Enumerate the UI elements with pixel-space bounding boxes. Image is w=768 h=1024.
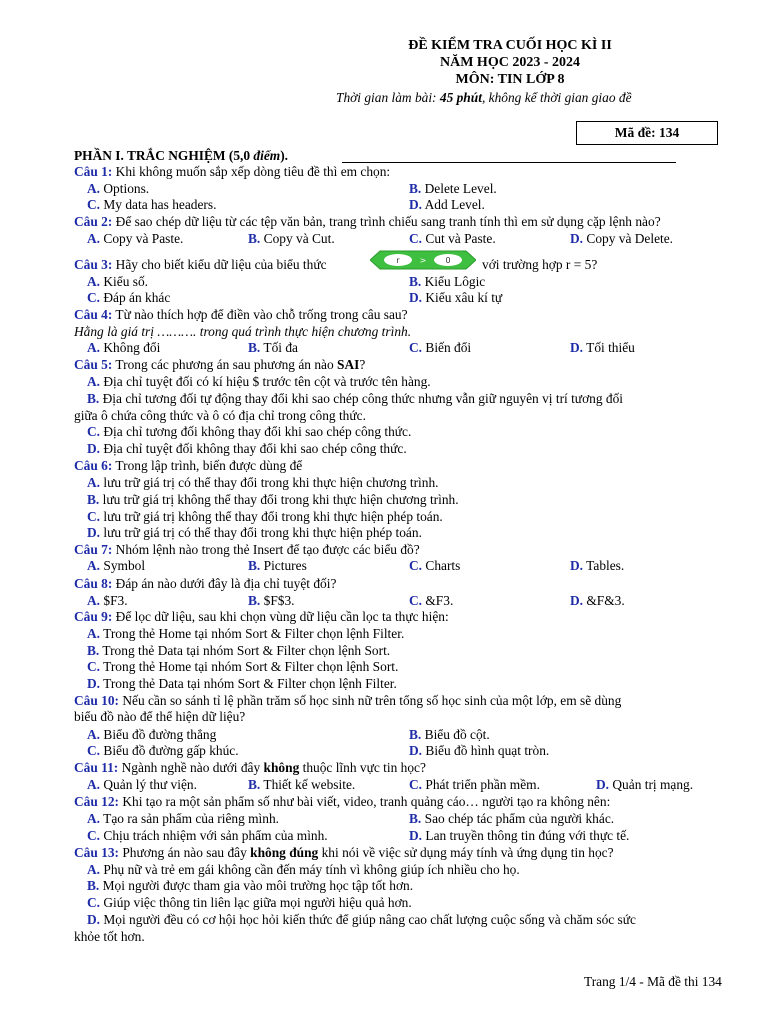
section-title bbox=[74, 148, 288, 164]
option-label: A. bbox=[87, 181, 101, 196]
question-number: Câu 3: bbox=[74, 257, 113, 272]
question-1 bbox=[74, 164, 390, 180]
question-number: Câu 7: bbox=[74, 542, 113, 557]
q5-option-b bbox=[87, 391, 623, 407]
question-12 bbox=[74, 794, 610, 810]
option-label: D. bbox=[596, 777, 610, 792]
option-text: lưu trữ giá trị có thể thay đổi trong khi thực hiện chương trình. bbox=[103, 475, 439, 490]
option-label: B. bbox=[248, 231, 261, 246]
q10-option-d bbox=[409, 743, 549, 759]
question-text: Khi không muốn sắp xếp dòng tiêu đề thì em chọn: bbox=[112, 164, 391, 179]
option-text: Không đổi bbox=[103, 340, 161, 355]
option-text: Trong thẻ Data tại nhóm Sort & Filter chọn lệnh Filter. bbox=[103, 676, 397, 691]
q7-option-c bbox=[409, 558, 460, 574]
question-text: Để sao chép dữ liệu từ các tệp văn bản, trang trình chiếu sang tranh tính thì em sử dụng cặp lệnh nào? bbox=[112, 214, 661, 229]
q1-option-c bbox=[87, 197, 216, 213]
q4-option-c bbox=[409, 340, 471, 356]
option-label: A. bbox=[87, 231, 101, 246]
option-label: C. bbox=[87, 659, 101, 674]
question-number: Câu 8: bbox=[74, 576, 113, 591]
q8-option-d bbox=[570, 593, 625, 609]
option-text: Đáp án khác bbox=[103, 290, 171, 305]
question-text: Nhóm lệnh nào trong thẻ Insert để tạo được các biểu đồ? bbox=[112, 542, 420, 557]
option-text: Tối đa bbox=[263, 340, 298, 355]
option-text: Mọi người được tham gia vào môi trường học tập tốt hơn. bbox=[102, 878, 414, 893]
question-number: Câu 11: bbox=[74, 760, 119, 775]
question-10-cont: biểu đồ nào để thể hiện dữ liệu? bbox=[74, 709, 246, 724]
q13-option-d-cont: khỏe tốt hơn. bbox=[74, 929, 145, 944]
time-value: 45 phút bbox=[439, 90, 482, 105]
option-label: B. bbox=[409, 727, 422, 742]
question-number: Câu 10: bbox=[74, 693, 120, 708]
option-label: B. bbox=[409, 274, 422, 289]
option-label: B. bbox=[87, 878, 100, 893]
section-title-main: PHẦN I. TRẮC NGHIỆM (5,0 bbox=[74, 148, 254, 163]
option-label: A. bbox=[87, 727, 101, 742]
question-3-cont: với trường hợp r = 5? bbox=[482, 257, 598, 272]
question-text: Trong lập trình, biến được dùng để bbox=[112, 458, 303, 473]
question-number: Câu 9: bbox=[74, 609, 113, 624]
option-text: Địa chỉ tương đối tự động thay đổi khi sao chép công thức nhưng vẫn giữ nguyên vị trí tương đối bbox=[102, 391, 623, 406]
option-label: A. bbox=[87, 340, 101, 355]
q13-option-b bbox=[87, 878, 413, 894]
option-label: A. bbox=[87, 811, 101, 826]
option-label: B. bbox=[248, 558, 261, 573]
option-text: Charts bbox=[425, 558, 461, 573]
option-label: A. bbox=[87, 593, 101, 608]
q9-option-d bbox=[87, 676, 397, 692]
question-text-end: khi nói về việc sử dụng máy tính và ứng dụng tin học? bbox=[318, 845, 614, 860]
q9-option-b bbox=[87, 643, 390, 659]
option-label: C. bbox=[87, 895, 101, 910]
q4-option-b bbox=[248, 340, 298, 356]
operand-left: r bbox=[396, 256, 400, 265]
option-label: A. bbox=[87, 558, 101, 573]
q10-option-b bbox=[409, 727, 490, 743]
option-text: Symbol bbox=[103, 558, 146, 573]
option-text: Quản lý thư viện. bbox=[103, 777, 197, 792]
question-number: Câu 6: bbox=[74, 458, 113, 473]
question-5 bbox=[74, 357, 365, 373]
q5-option-c bbox=[87, 424, 411, 440]
option-label: A. bbox=[87, 274, 101, 289]
option-label: C. bbox=[409, 558, 423, 573]
option-text: Cut và Paste. bbox=[425, 231, 496, 246]
option-label: A. bbox=[87, 475, 101, 490]
q3-option-b bbox=[409, 274, 485, 290]
option-text: Tạo ra sản phẩm của riêng mình. bbox=[103, 811, 280, 826]
option-label: C. bbox=[87, 424, 101, 439]
option-label: C. bbox=[87, 828, 101, 843]
time-line bbox=[336, 90, 632, 106]
option-text: Options. bbox=[103, 181, 150, 196]
q6-option-c bbox=[87, 509, 443, 525]
q13-option-a bbox=[87, 862, 520, 878]
question-text: Khi tạo ra một sản phẩm số như bài viết, video, tranh quảng cáo… người tạo ra không nên: bbox=[119, 794, 611, 809]
option-text: Thiết kế website. bbox=[263, 777, 356, 792]
time-prefix: Thời gian làm bài: bbox=[336, 90, 440, 105]
option-label: B. bbox=[87, 492, 100, 507]
question-6 bbox=[74, 458, 302, 474]
option-text: Biểu đồ hình quạt tròn. bbox=[425, 743, 550, 758]
operand-right: 0 bbox=[445, 256, 451, 265]
section-title-em: điểm bbox=[253, 148, 281, 163]
option-label: D. bbox=[570, 558, 584, 573]
option-label: C. bbox=[409, 340, 423, 355]
option-label: D. bbox=[87, 525, 101, 540]
option-text: Chịu trách nhiệm với sản phẩm của mình. bbox=[103, 828, 328, 843]
option-label: D. bbox=[570, 340, 584, 355]
question-7 bbox=[74, 542, 420, 558]
option-label: D. bbox=[570, 593, 584, 608]
option-text: Delete Level. bbox=[424, 181, 497, 196]
question-10 bbox=[74, 693, 621, 709]
question-text: Phương án nào sau đây bbox=[119, 845, 251, 860]
q6-option-b bbox=[87, 492, 459, 508]
q3-option-d bbox=[409, 290, 502, 306]
expression-block bbox=[370, 249, 476, 271]
question-number: Câu 5: bbox=[74, 357, 113, 372]
option-label: A. bbox=[87, 862, 101, 877]
option-text: lưu trữ giá trị không thể thay đổi trong khi thực hiện chương trình. bbox=[102, 492, 459, 507]
q8-option-a bbox=[87, 593, 128, 609]
option-label: B. bbox=[248, 340, 261, 355]
q1-option-b bbox=[409, 181, 497, 197]
question-emphasis: không bbox=[263, 760, 300, 775]
option-text: Địa chỉ tuyệt đối không thay đổi khi sao chép công thức. bbox=[103, 441, 407, 456]
question-text: Trong các phương án sau phương án nào bbox=[112, 357, 337, 372]
option-label: C. bbox=[87, 197, 101, 212]
option-text: Biểu đồ đường thẳng bbox=[103, 727, 217, 742]
subject-line: MÔN: TIN LỚP 8 bbox=[455, 72, 565, 87]
q3-option-a bbox=[87, 274, 148, 290]
q9-option-c bbox=[87, 659, 398, 675]
q11-option-d bbox=[596, 777, 693, 793]
option-label: D. bbox=[87, 912, 101, 927]
question-text: Hãy cho biết kiểu dữ liệu của biểu thức bbox=[112, 257, 327, 272]
option-label: B. bbox=[409, 811, 422, 826]
question-2 bbox=[74, 214, 661, 230]
q1-option-a bbox=[87, 181, 149, 197]
option-label: C. bbox=[409, 231, 423, 246]
q12-option-c bbox=[87, 828, 328, 844]
option-text: Tối thiểu bbox=[586, 340, 635, 355]
option-label: B. bbox=[87, 391, 100, 406]
option-text: Kiểu số. bbox=[103, 274, 149, 289]
option-text: Trong thẻ Home tại nhóm Sort & Filter chọn lệnh Filter. bbox=[103, 626, 405, 641]
question-number: Câu 2: bbox=[74, 214, 113, 229]
option-text: &F3. bbox=[425, 593, 454, 608]
question-text: Nếu cần so sánh tỉ lệ phần trăm số học sinh nữ trên tổng số học sinh của một lớp, em sẽ dùng bbox=[119, 693, 622, 708]
option-label: C. bbox=[87, 290, 101, 305]
question-number: Câu 12: bbox=[74, 794, 120, 809]
q7-option-b bbox=[248, 558, 307, 574]
option-text: Kiểu xâu kí tự bbox=[425, 290, 503, 305]
option-text: $F$3. bbox=[263, 593, 295, 608]
option-text: Copy và Cut. bbox=[263, 231, 335, 246]
q12-option-b bbox=[409, 811, 614, 827]
question-13 bbox=[74, 845, 614, 861]
header-rule bbox=[342, 162, 676, 163]
option-label: C. bbox=[87, 509, 101, 524]
school-year: NĂM HỌC 2023 - 2024 bbox=[440, 55, 580, 70]
option-text: Giúp việc thông tin liên lạc giữa mọi người hiệu quả hơn. bbox=[103, 895, 412, 910]
option-label: D. bbox=[409, 743, 423, 758]
option-text: Địa chỉ tuyệt đối có kí hiệu $ trước tên cột và trước tên hàng. bbox=[103, 374, 431, 389]
option-text: My data has headers. bbox=[103, 197, 217, 212]
q7-option-d bbox=[570, 558, 624, 574]
q11-option-b bbox=[248, 777, 355, 793]
question-9 bbox=[74, 609, 449, 625]
option-text: Lan truyền thông tin đúng với thực tế. bbox=[425, 828, 630, 843]
option-text: Trong thẻ Home tại nhóm Sort & Filter chọn lệnh Sort. bbox=[103, 659, 399, 674]
question-text: Đáp án nào dưới đây là địa chỉ tuyệt đối? bbox=[112, 576, 337, 591]
q2-option-b bbox=[248, 231, 335, 247]
option-label: D. bbox=[409, 197, 423, 212]
option-text: Biến đổi bbox=[425, 340, 472, 355]
q5-option-d bbox=[87, 441, 407, 457]
q6-option-a bbox=[87, 475, 439, 491]
option-label: A. bbox=[87, 374, 101, 389]
option-text: $F3. bbox=[103, 593, 128, 608]
question-4 bbox=[74, 307, 408, 323]
option-label: B. bbox=[248, 777, 261, 792]
option-text: Kiểu Lôgic bbox=[424, 274, 486, 289]
option-text: Pictures bbox=[263, 558, 307, 573]
q1-option-d bbox=[409, 197, 485, 213]
operator: > bbox=[419, 256, 427, 265]
q4-option-a bbox=[87, 340, 160, 356]
option-text: Copy và Paste. bbox=[103, 231, 184, 246]
option-text: lưu trữ giá trị không thể thay đổi trong khi thực hiện phép toán. bbox=[103, 509, 443, 524]
q7-option-a bbox=[87, 558, 145, 574]
question-text: Ngành nghề nào dưới đây bbox=[118, 760, 264, 775]
option-label: D. bbox=[87, 441, 101, 456]
question-number: Câu 13: bbox=[74, 845, 120, 860]
question-emphasis: không đúng bbox=[250, 845, 319, 860]
option-text: Địa chỉ tương đối không thay đổi khi sao chép công thức. bbox=[103, 424, 412, 439]
q9-option-a bbox=[87, 626, 404, 642]
option-text: Biểu đồ đường gấp khúc. bbox=[103, 743, 239, 758]
q3-option-c bbox=[87, 290, 170, 306]
option-text: Tables. bbox=[586, 558, 625, 573]
question-text-end: ? bbox=[359, 357, 366, 372]
time-suffix: , không kể thời gian giao đề bbox=[481, 90, 632, 105]
option-label: D. bbox=[409, 290, 423, 305]
q11-option-c bbox=[409, 777, 540, 793]
option-label: D. bbox=[87, 676, 101, 691]
option-text: Copy và Delete. bbox=[586, 231, 674, 246]
question-11 bbox=[74, 760, 426, 776]
option-text: Phát triển phần mềm. bbox=[425, 777, 540, 792]
page-footer: Trang 1/4 - Mã đề thi 134 bbox=[584, 974, 722, 989]
option-label: B. bbox=[409, 181, 422, 196]
question-number: Câu 4: bbox=[74, 307, 113, 322]
option-text: Phụ nữ và trẻ em gái không cần đến máy tính vì không giúp ích nhiều cho họ. bbox=[103, 862, 520, 877]
option-text: &F&3. bbox=[586, 593, 625, 608]
option-label: C. bbox=[87, 743, 101, 758]
option-label: A. bbox=[87, 626, 101, 641]
option-text: lưu trữ giá trị có thể thay đổi trong khi thực hiện phép toán. bbox=[103, 525, 422, 540]
question-text: Để lọc dữ liệu, sau khi chọn vùng dữ liệu cần lọc ta thực hiện: bbox=[112, 609, 449, 624]
q5-option-b-cont: giữa ô chứa công thức và ô có địa chỉ trong công thức. bbox=[74, 408, 366, 423]
option-text: Biểu đồ cột. bbox=[424, 727, 490, 742]
q11-option-a bbox=[87, 777, 197, 793]
question-number: Câu 1: bbox=[74, 164, 113, 179]
question-emphasis: SAI bbox=[337, 357, 360, 372]
exam-code-box: Mã đề: 134 bbox=[576, 121, 718, 145]
section-title-end: ). bbox=[280, 148, 289, 163]
exam-title: ĐỀ KIỂM TRA CUỐI HỌC KÌ II bbox=[408, 38, 612, 53]
option-text: Mọi người đều có cơ hội học hỏi kiến thức để giúp nâng cao chất lượng cuộc sống và chăm sóc sức bbox=[103, 912, 636, 927]
question-4-sentence: Hằng là giá trị ………. trong quá trình thực hiện chương trình. bbox=[74, 324, 412, 339]
q8-option-b bbox=[248, 593, 295, 609]
option-text: Trong thẻ Data tại nhóm Sort & Filter chọn lệnh Sort. bbox=[102, 643, 391, 658]
q2-option-a bbox=[87, 231, 183, 247]
q10-option-c bbox=[87, 743, 239, 759]
question-8 bbox=[74, 576, 336, 592]
q2-option-c bbox=[409, 231, 496, 247]
option-label: B. bbox=[248, 593, 261, 608]
q13-option-c bbox=[87, 895, 412, 911]
option-label: D. bbox=[409, 828, 423, 843]
q5-option-a bbox=[87, 374, 431, 390]
option-label: A. bbox=[87, 777, 101, 792]
q2-option-d bbox=[570, 231, 673, 247]
option-label: C. bbox=[409, 593, 423, 608]
q13-option-d bbox=[87, 912, 636, 928]
option-label: B. bbox=[87, 643, 100, 658]
option-label: D. bbox=[570, 231, 584, 246]
q8-option-c bbox=[409, 593, 453, 609]
option-text: Add Level. bbox=[424, 197, 485, 212]
option-text: Quản trị mạng. bbox=[612, 777, 694, 792]
q12-option-d bbox=[409, 828, 629, 844]
question-3 bbox=[74, 257, 327, 273]
q12-option-a bbox=[87, 811, 279, 827]
q6-option-d bbox=[87, 525, 422, 541]
option-text: Sao chép tác phẩm của người khác. bbox=[424, 811, 615, 826]
question-text-end: thuộc lĩnh vực tin học? bbox=[299, 760, 426, 775]
q10-option-a bbox=[87, 727, 216, 743]
question-text: Từ nào thích hợp để điền vào chỗ trống trong câu sau? bbox=[112, 307, 408, 322]
option-label: C. bbox=[409, 777, 423, 792]
q4-option-d bbox=[570, 340, 635, 356]
